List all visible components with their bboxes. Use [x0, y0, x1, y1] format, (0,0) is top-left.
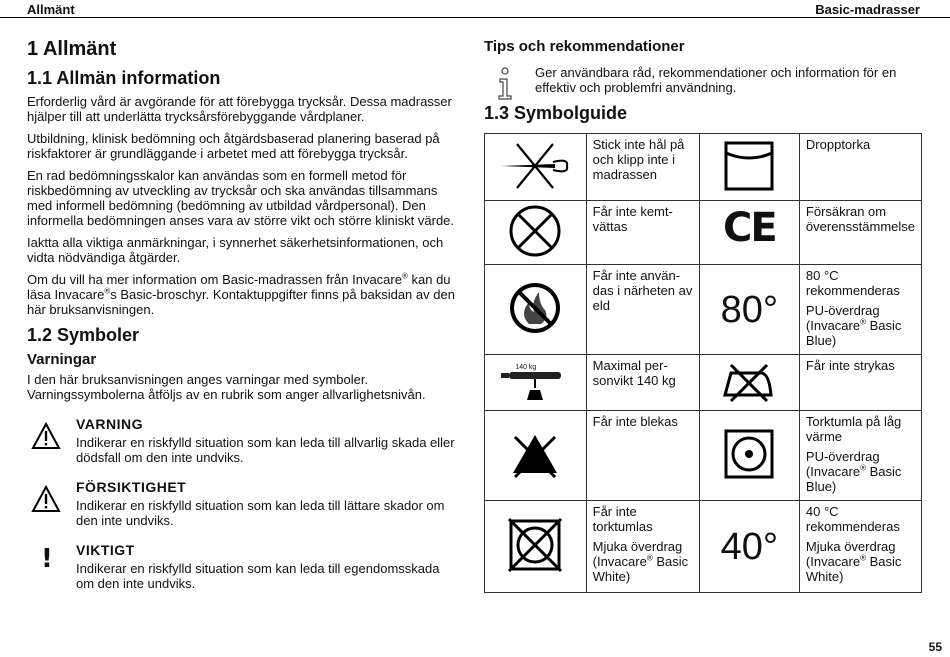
notice-caution	[27, 479, 459, 528]
notice-text: Indikerar en riskfylld situation som kan leda till lättare skador om den inte undviks.	[76, 498, 445, 528]
tumble-dry-low-icon	[699, 411, 799, 501]
paragraph: Iaktta alla viktiga anmärkningar, i synnerhet säkerhetsinformationen, och vidta nödvändiga åtgärder.	[27, 235, 444, 265]
symbol-description: Försäkran om överensstämmelse	[799, 201, 921, 265]
paragraph: En rad bedömningsskalor kan användas som en formell metod för riskbedömning av utveckling av trycksår och ska användas tillsammans med informell bedömning (bedömning av utbildad vårdpersonal). Den informella bedömningen anses vara av större vikt och större kliniskt värde.	[27, 168, 455, 228]
paragraph-more-info: Om du vill ha mer information om Basic-madrassen från Invacare® kan du läsa Invacare®s Basic-broschyr. Kontaktuppgifter finns på baksidan av den här bruksanvisningen.	[27, 271, 455, 317]
symbol-description: Maximal personvikt 140 kg	[586, 355, 699, 411]
table-row	[485, 411, 922, 501]
symbol-description: Torktumla på låg värme PU-överdrag (Invacare® Basic Blue)	[799, 411, 921, 501]
paragraph: Erforderlig vård är avgörande för att förebygga trycksår. Dessa madrasser hjälper till att underlätta trycksårsförebyggande vårdplaner.	[27, 94, 452, 124]
exclamation-icon: !	[41, 544, 53, 574]
tips-title: Tips och rekommendationer	[484, 38, 685, 55]
notice-title: FÖRSIKTIGHET	[76, 479, 187, 495]
symbol-description: 40 °C rekommenderas Mjuka överdrag (Invacare® Basic White)	[799, 501, 921, 593]
notice-title: VARNING	[76, 416, 144, 432]
paragraph: Utbildning, klinisk bedömning och åtgärdsbaserad planering baserad på riskfaktorer är grundläggande i arbetet med att förebygga trycksår.	[27, 131, 440, 161]
table-row	[485, 501, 922, 593]
chapter-title: 1 Allmänt	[27, 38, 117, 60]
no-pierce-icon	[485, 134, 587, 201]
no-dry-clean-icon	[485, 201, 587, 265]
notice-text: Indikerar en riskfylld situation som kan leda till egendomsskada om den inte undviks.	[76, 561, 440, 591]
notice-text: Indikerar en riskfylld situation som kan leda till allvarlig skada eller dödsfall om den inte undviks.	[76, 435, 455, 465]
symbol-description: Får inte kemtvättas	[586, 201, 699, 265]
symbol-description: Får inte användas i närheten av eld	[586, 265, 699, 355]
warnings-subtitle: Varningar	[27, 351, 97, 368]
tips-block	[484, 65, 922, 95]
notice-important	[27, 542, 459, 591]
symbol-description: Dropptorka	[799, 134, 921, 201]
header-section: Allmänt	[27, 2, 75, 17]
table-row	[485, 201, 922, 265]
ce-mark-icon: CE	[699, 201, 799, 265]
notice-warning	[27, 416, 459, 465]
max-weight-icon: 140 kg	[485, 355, 587, 411]
table-row	[485, 355, 922, 411]
tips-text: Ger användbara råd, rekommendationer och information för en effektiv och problemfri användning.	[535, 65, 897, 95]
warnings-intro: I den här bruksanvisningen anges varningar med symboler. Varningssymbolerna åtföljs av en rubrik som anger allvarlighetsnivån.	[27, 372, 426, 402]
drip-dry-icon	[699, 134, 799, 201]
symbol-description: Stick inte hål på och klipp inte i madrassen	[586, 134, 699, 201]
symbol-description: 80 °C rekommenderas PU-överdrag (Invacare® Basic Blue)	[799, 265, 921, 355]
section-general-info-title: 1.1 Allmän information	[27, 68, 221, 88]
no-iron-icon	[699, 355, 799, 411]
wash-80-icon: 80°	[699, 265, 799, 355]
no-tumble-dry-icon	[485, 501, 587, 593]
table-row	[485, 134, 922, 201]
caution-triangle-icon	[31, 485, 61, 513]
symbol-guide-table	[484, 133, 922, 593]
symbol-description: Får inte strykas	[799, 355, 921, 411]
warning-triangle-icon	[31, 422, 61, 450]
symbol-description: Får inte torktumlas Mjuka överdrag (Invacare® Basic White)	[586, 501, 699, 593]
page-header	[0, 0, 950, 18]
wash-40-icon: 40°	[699, 501, 799, 593]
notice-title: VIKTIGT	[76, 542, 135, 558]
symbol-description: Får inte blekas	[586, 411, 699, 501]
no-fire-icon	[485, 265, 587, 355]
table-row	[485, 265, 922, 355]
info-icon	[494, 67, 516, 101]
section-symbols-title: 1.2 Symboler	[27, 325, 140, 345]
header-product: Basic-madrasser	[815, 2, 920, 17]
page-number: 55	[928, 640, 942, 654]
right-column	[484, 38, 922, 593]
left-column	[27, 38, 459, 605]
no-bleach-icon	[485, 411, 587, 501]
section-symbol-guide-title: 1.3 Symbolguide	[484, 103, 628, 123]
